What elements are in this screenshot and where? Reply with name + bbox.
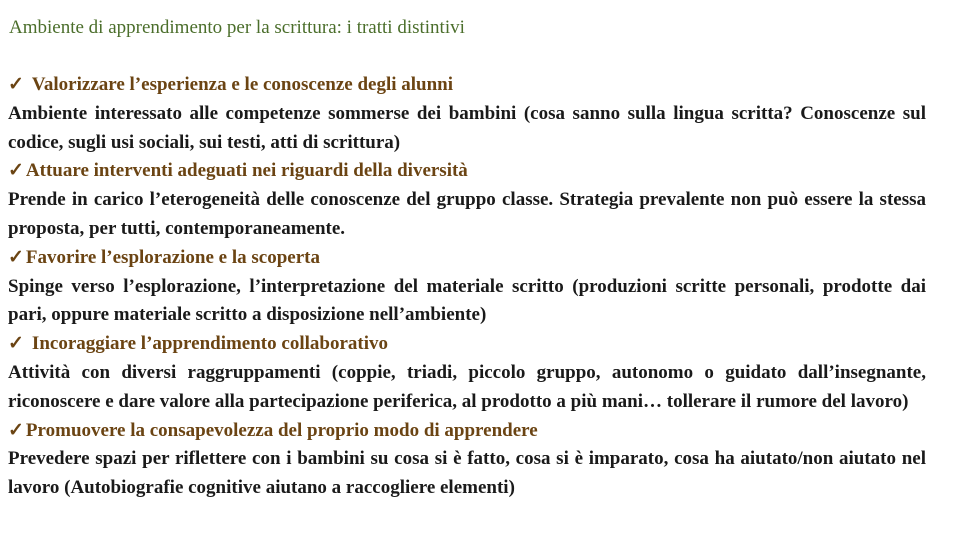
section-heading-1 — [8, 71, 926, 100]
checkmark-icon: ✓ — [8, 74, 24, 95]
section-body-5: Prevedere spazi per riflettere con i bambini su cosa si è fatto, cosa si è imparato, cosa ha aiutato/non aiutato nel lavoro (Autobiografie cognitive aiutano a raccogliere elementi) — [8, 448, 926, 499]
section-heading-2 — [8, 157, 926, 186]
section-heading-text: Promuovere la consapevolezza del proprio modo di apprendere — [25, 419, 538, 441]
section-heading-text: Incoraggiare l’apprendimento collaborativo — [31, 333, 388, 355]
checkmark-icon: ✓ — [8, 419, 24, 441]
section-body-2: Prende in carico l’eterogeneità delle conoscenze del gruppo classe. Strategia prevalente non può essere la stessa proposta, per tutti, contemporaneamente. — [8, 189, 926, 239]
section-heading-4 — [8, 330, 926, 359]
checkmark-icon: ✓ — [8, 333, 24, 355]
section-heading-5 — [8, 417, 926, 446]
section-body-3: Spinge verso l’esplorazione, l’interpretazione del materiale scritto (produzioni scritte personali, prodotte dai pari, oppure materiale scritto a disposizione nell’ambiente) — [8, 275, 926, 326]
checkmark-icon: ✓ — [8, 160, 24, 182]
section-body-4: Attività con diversi raggruppamenti (coppie, triadi, piccolo gruppo, autonomo o guidato dall’insegnante, riconoscere e dare valore alla partecipazione periferica, al prodotto a più mani… tollerare il rumore del lavoro) — [8, 361, 926, 412]
section-heading-text: Attuare interventi adeguati nei riguardi della diversità — [25, 160, 468, 182]
checkmark-icon: ✓ — [8, 246, 24, 268]
section-heading-text: Valorizzare l’esperienza e le conoscenze degli alunni — [31, 74, 454, 95]
section-heading-3 — [8, 244, 926, 273]
section-body-1: Ambiente interessato alle competenze sommerse dei bambini (cosa sanno sulla lingua scritta? Conoscenze sul codice, sugli usi sociali, sui testi, atti di scrittura) — [8, 102, 926, 153]
slide-title: Ambiente di apprendimento per la scrittura: i tratti distintivi — [9, 17, 465, 38]
section-heading-text: Favorire l’esplorazione e la scoperta — [25, 246, 320, 268]
slide-content — [8, 71, 926, 503]
